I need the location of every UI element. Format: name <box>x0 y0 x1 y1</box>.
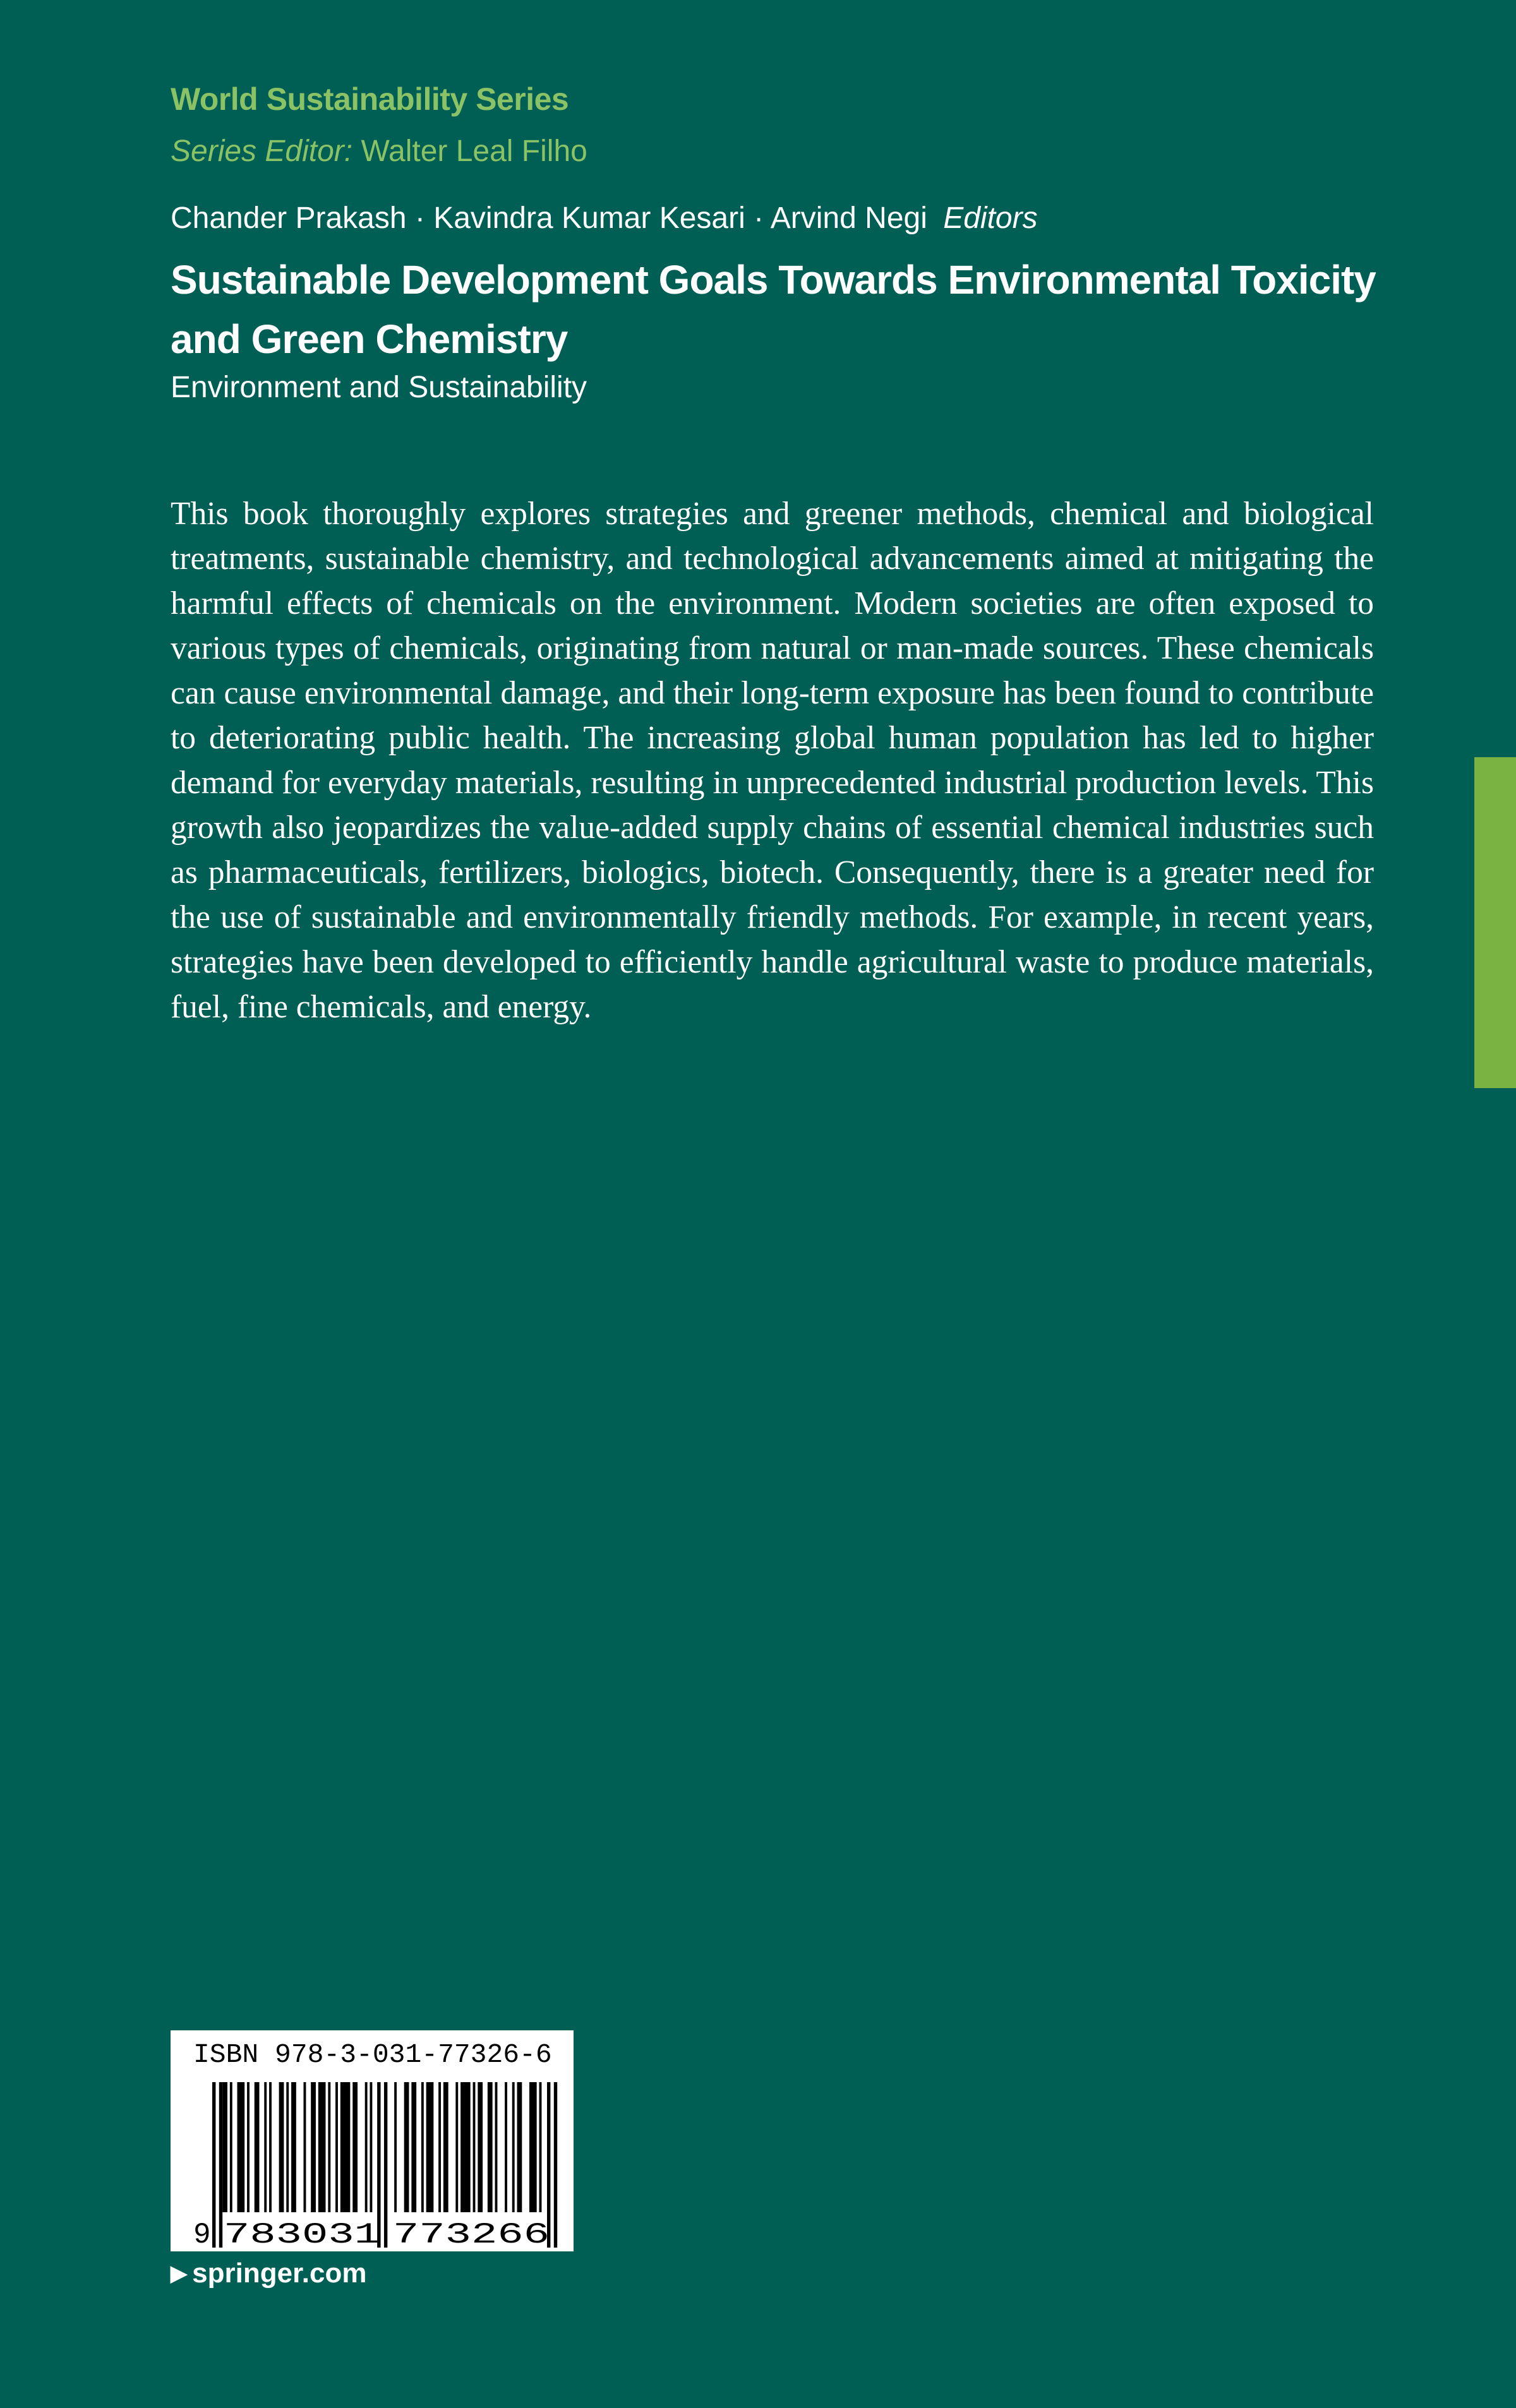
isbn-barcode <box>171 2030 574 2251</box>
barcode-guard-bar <box>384 2082 387 2248</box>
barcode-bar <box>421 2082 424 2212</box>
barcode-bar <box>255 2082 260 2212</box>
series-editor <box>171 134 587 169</box>
barcode-bar <box>247 2082 250 2212</box>
barcode-bar <box>222 2082 227 2212</box>
publisher-url: springer.com <box>192 2258 367 2289</box>
barcode-bar <box>460 2082 471 2212</box>
barcode-guard-bar <box>219 2082 222 2248</box>
barcode-digits-right: 773266 <box>393 2219 550 2251</box>
barcode-bar <box>365 2082 368 2212</box>
editors-names: Chander Prakash · Kavindra Kumar Kesari · Arvind Negi <box>171 201 927 235</box>
book-editors <box>171 201 1038 236</box>
barcode-bar <box>438 2082 441 2212</box>
barcode-bar <box>539 2082 542 2212</box>
publisher-link[interactable] <box>171 2258 366 2289</box>
series-editor-label: Series Editor: <box>171 135 353 168</box>
barcode-bar <box>443 2082 448 2212</box>
barcode-bar <box>370 2082 372 2212</box>
book-title: Sustainable Development Goals Towards Environmental Toxicity and Green Chemistry <box>171 257 1376 362</box>
barcode-bar <box>291 2082 296 2212</box>
barcode-bar <box>411 2082 416 2212</box>
barcode-bar <box>286 2082 289 2212</box>
series-title: World Sustainability Series <box>171 81 569 117</box>
barcode-bar <box>352 2082 358 2212</box>
triangle-right-icon: ▶ <box>171 2261 188 2285</box>
barcode-bar <box>269 2082 272 2212</box>
barcode-bar <box>279 2082 284 2212</box>
barcode-bar <box>455 2082 458 2212</box>
editors-role: Editors <box>943 201 1038 235</box>
book-description: This book thoroughly explores strategies and greener methods, chemical and biological treatments, sustainable chemistry, and technological advancements aimed at mitigating the harmful effects of chemicals on the environment. Modern societies are often exposed to various types of chemicals, originating from natural or man-made sources. These chemicals can cause environmental damage, and their long-term exposure has been found to contribute to deteriorating public health. The increasing global human population has led to higher demand for everyday materials, resulting in unprecedented industrial production levels. This growth also jeopardizes the value-added supply chains of essential chemical industries such as pharmaceuticals, fertilizers, biologics, biotech. Consequently, there is a greater need for the use of sustainable and environmentally friendly methods. For example, in recent years, strategies have been developed to efficiently handle agricultural waste to produce materials, fuel, fine chemicals, and energy. <box>171 496 1374 1025</box>
barcode-bar <box>495 2082 498 2212</box>
barcode-guard-bar <box>554 2082 557 2248</box>
isbn-label: ISBN 978-3-031-77326-6 <box>193 2039 552 2070</box>
barcode-bar <box>340 2082 351 2212</box>
barcode-bar <box>238 2082 245 2212</box>
barcode-digits-left: 783031 <box>224 2219 380 2251</box>
series-editor-name: Walter Leal Filho <box>361 135 587 168</box>
barcode-bar <box>517 2082 522 2212</box>
barcode-bar <box>311 2082 316 2212</box>
barcode-bar <box>264 2082 267 2212</box>
barcode-bar <box>318 2082 326 2212</box>
barcode-bar <box>488 2082 493 2212</box>
barcode-bar <box>478 2082 483 2212</box>
barcode-digit-lead: 9 <box>193 2219 211 2251</box>
barcode-bar <box>529 2082 537 2212</box>
barcode-bar <box>505 2082 507 2212</box>
barcode-bar <box>394 2082 397 2212</box>
side-color-tab <box>1474 757 1516 1088</box>
barcode-guard-bar <box>212 2082 215 2248</box>
barcode-icon <box>171 2030 574 2251</box>
barcode-bar <box>512 2082 515 2212</box>
book-subtitle: Environment and Sustainability <box>171 371 587 404</box>
barcode-bar <box>335 2082 338 2212</box>
barcode-bar <box>230 2082 232 2212</box>
barcode-bar <box>426 2082 434 2212</box>
barcode-bar <box>473 2082 476 2212</box>
barcode-bar <box>404 2082 409 2212</box>
barcode-bar <box>304 2082 306 2212</box>
barcode-bar <box>328 2082 330 2212</box>
